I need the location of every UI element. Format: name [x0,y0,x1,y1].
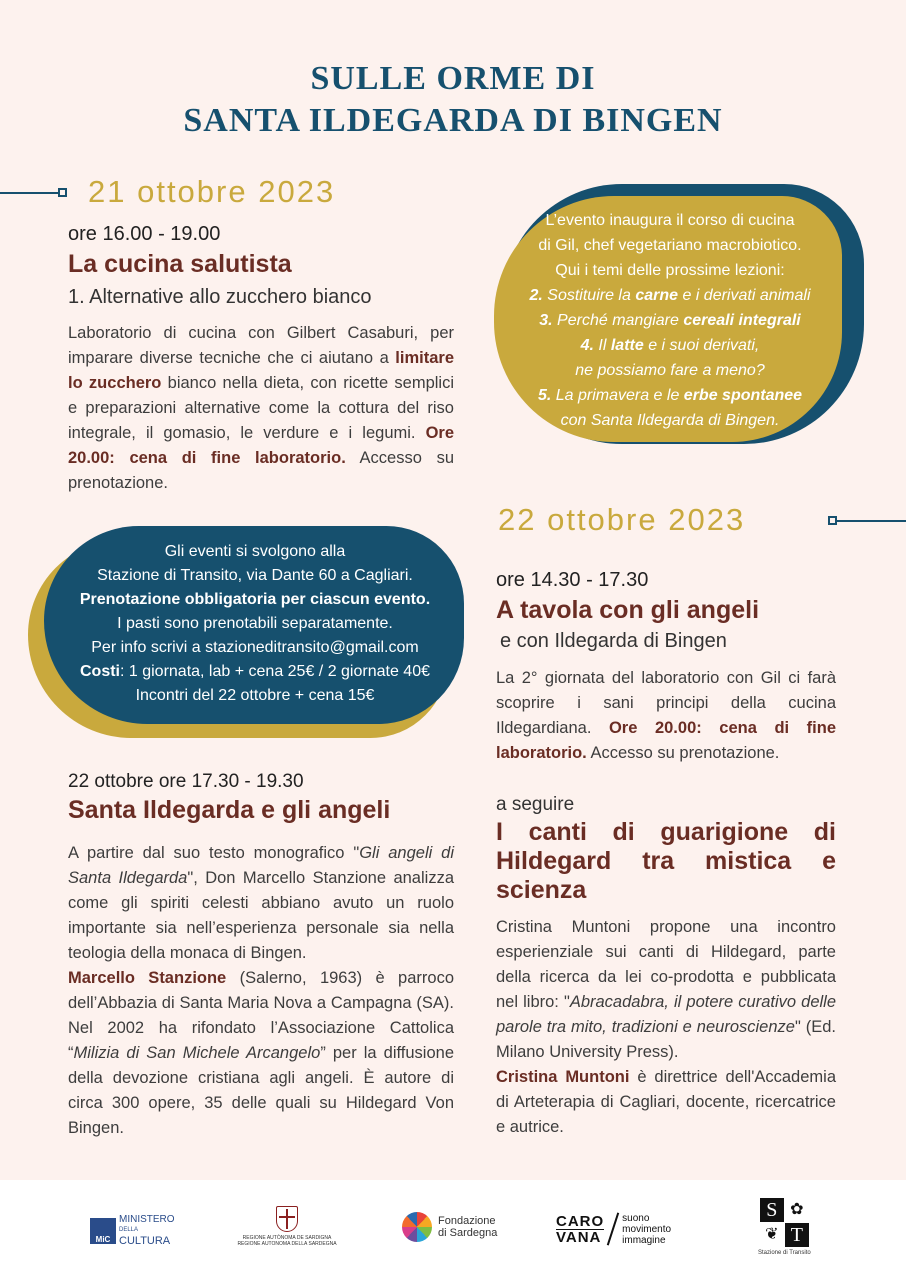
day1-subtitle: 1. Alternative allo zucchero bianco [68,286,372,308]
mic-icon: MiC [90,1218,116,1244]
regione-sardegna-logo: REGIONE AUTÒNOMA DE SARDIGNA REGIONE AUTONOMA DELLA SARDEGNA [232,1206,342,1247]
gold-box-text: L’evento inaugura il corso di cucina di Gil, chef vegetariano macrobiotico. Qui i temi delle prossime lezioni: 2. Sostituire la carne e i derivati animali 3. Perché mangiare cereali integrali 4. Il latte e i suoi derivati, ne possiamo fare a meno? 5. La primavera e le erbe spontanee con Santa Ildegarda di Bingen. [529,212,811,429]
day2-title: A tavola con gli angeli [496,596,760,624]
day2-date: 22 ottobre 2023 [498,502,746,537]
divider-dot-left [58,188,67,197]
stazione-transito-logo: S ✿ ❦ T Stazione di Transito [758,1199,811,1256]
carovana-logo: CARO VANA suono movimento immagine [556,1212,672,1246]
sardegna-shield-icon [276,1206,298,1232]
mic-logo: MiC MINISTERO DELLA CULTURA [90,1214,175,1247]
day1-time: ore 16.00 - 19.00 [68,223,221,245]
page-title [0,58,906,142]
songs-title: I canti di guarigione di Hildegard tra mistica e scienza [496,818,836,904]
title-line-1: SULLE ORME DI [310,60,596,97]
songs-intro: a seguire [496,794,575,815]
day2-time: ore 14.30 - 17.30 [496,569,649,591]
angels-time: 22 ottobre ore 17.30 - 19.30 [68,771,304,792]
divider-line-right [836,520,906,522]
st-monogram-icon: S ✿ ❦ T [760,1198,809,1247]
divider-line-left [0,192,60,194]
angels-description: A partire dal suo testo monografico "Gli angeli di Santa Ildegarda", Don Marcello Stanzione analizza come gli spiriti celesti abbiano avuto un ruolo importante sia nell’esperienza personale sia nella teologia della monaca di Bingen. Marcello Stanzione (Salerno, 1963) è parroco dell’Abbazia di Santa Maria Nova a Campagna (SA). Nel 2002 ha rifondato l’Associazione Cattolica “Milizia di San Michele Arcangelo” per la diffusione della devozione cristiana agli angeli. È autore di circa 300 opere, 35 delle quali su Hildegard Von Bingen. [68,844,454,1137]
info-email: Per info scrivi a stazioneditransito@gmail.com [91,639,419,656]
info-box-text: Gli eventi si svolgono alla Stazione di Transito, via Dante 60 a Cagliari. Prenotazione obbligatoria per ciascun evento. I pasti sono prenotabili separatamente. Per info scrivi a stazioneditransito@gmail.com Costi: 1 giornata, lab + cena 25€ / 2 giornate 40€ Incontri del 22 ottobre + cena 15€ [48,540,462,708]
title-line-2: SANTA ILDEGARDA DI BINGEN [183,102,723,139]
songs-description: Cristina Muntoni propone una incontro esperienziale sui canti di Hildegard, parte della ricerca da lei co-prodotta e pubblicata nel libro: "Abracadabra, il potere curativo delle parole tra mito, tradizioni e neuroscienze" (Ed. Milano University Press). Cristina Muntoni è direttrice dell'Accademia di Arteterapia di Cagliari, docente, ricercatrice e autrice. [496,918,837,1136]
angels-title: Santa Ildegarda e gli angeli [68,796,391,824]
fondazione-icon [402,1212,432,1242]
day2-description: La 2° giornata del laboratorio con Gil ci farà scoprire i sani principi della cucina Ildegardiana. Ore 20.00: cena di fine laboratorio. Accesso su prenotazione. [496,669,836,762]
slash-icon [607,1213,619,1246]
day1-title: La cucina salutista [68,250,292,278]
day1-description: Laboratorio di cucina con Gilbert Casaburi, per imparare diverse tecniche che ci aiutano a limitare lo zucchero bianco nella dieta, con ricette semplici e preparazioni alternative come la cottura del riso integrale, il gomasio, le verdure e i legumi. Ore 20.00: cena di fine laboratorio. Accesso su prenotazione. [68,324,454,492]
day1-date: 21 ottobre 2023 [88,174,336,209]
fondazione-sardegna-logo: Fondazione di Sardegna [402,1212,497,1242]
day2-subtitle: e con Ildegarda di Bingen [500,630,727,652]
